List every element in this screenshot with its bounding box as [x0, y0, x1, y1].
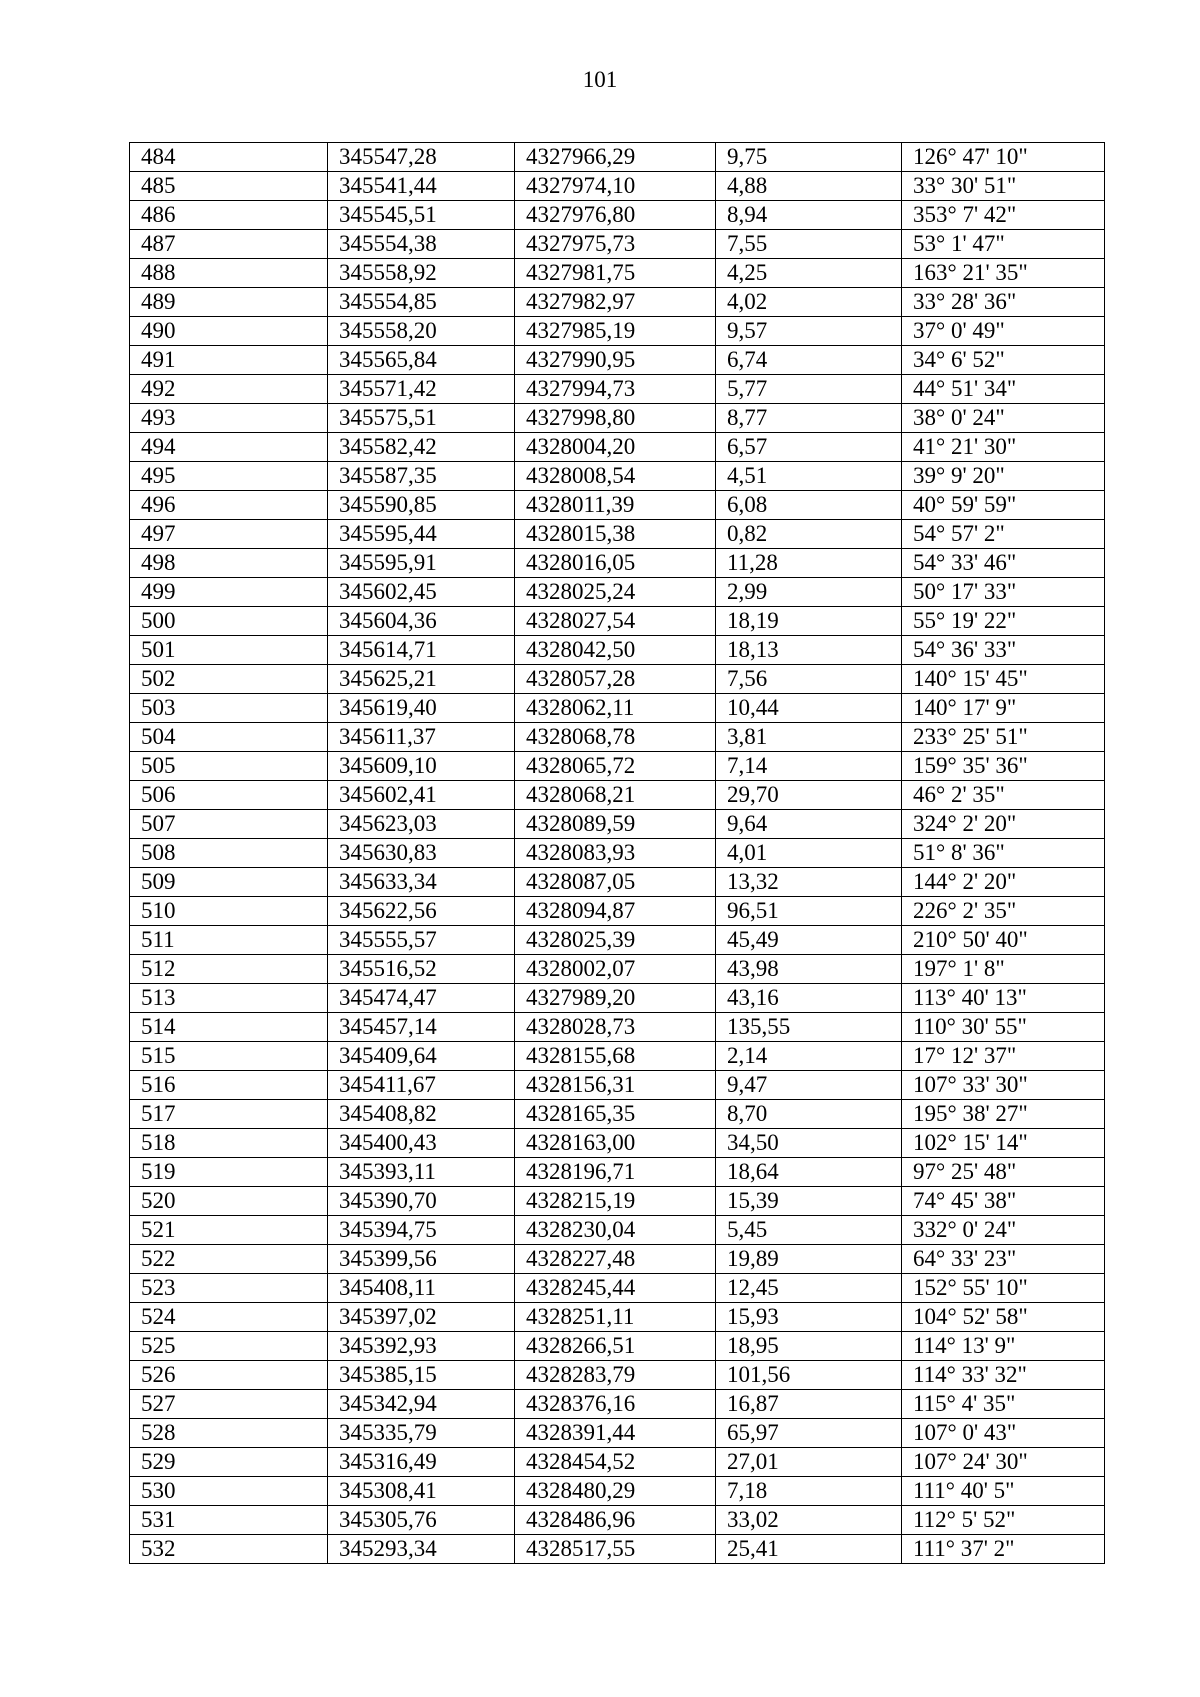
y-coordinate-cell: 4328480,29 [515, 1477, 716, 1506]
bearing-cell: 353° 7' 42" [902, 201, 1105, 230]
distance-cell: 12,45 [716, 1274, 902, 1303]
point-number-cell: 518 [130, 1129, 328, 1158]
table-row [130, 1216, 1105, 1245]
x-coordinate-cell: 345590,85 [328, 491, 515, 520]
point-number-cell: 498 [130, 549, 328, 578]
bearing-cell: 144° 2' 20" [902, 868, 1105, 897]
x-coordinate-cell: 345602,41 [328, 781, 515, 810]
bearing-cell: 332° 0' 24" [902, 1216, 1105, 1245]
distance-cell: 0,82 [716, 520, 902, 549]
table-row [130, 1042, 1105, 1071]
x-coordinate-cell: 345611,37 [328, 723, 515, 752]
y-coordinate-cell: 4328016,05 [515, 549, 716, 578]
x-coordinate-cell: 345399,56 [328, 1245, 515, 1274]
table-row [130, 143, 1105, 172]
y-coordinate-cell: 4328008,54 [515, 462, 716, 491]
distance-cell: 4,51 [716, 462, 902, 491]
bearing-cell: 50° 17' 33" [902, 578, 1105, 607]
x-coordinate-cell: 345582,42 [328, 433, 515, 462]
x-coordinate-cell: 345614,71 [328, 636, 515, 665]
point-number-cell: 523 [130, 1274, 328, 1303]
x-coordinate-cell: 345554,38 [328, 230, 515, 259]
distance-cell: 5,45 [716, 1216, 902, 1245]
y-coordinate-cell: 4328083,93 [515, 839, 716, 868]
y-coordinate-cell: 4327966,29 [515, 143, 716, 172]
bearing-cell: 113° 40' 13" [902, 984, 1105, 1013]
bearing-cell: 74° 45' 38" [902, 1187, 1105, 1216]
distance-cell: 33,02 [716, 1506, 902, 1535]
distance-cell: 8,94 [716, 201, 902, 230]
y-coordinate-cell: 4328004,20 [515, 433, 716, 462]
x-coordinate-cell: 345623,03 [328, 810, 515, 839]
x-coordinate-cell: 345293,34 [328, 1535, 515, 1564]
y-coordinate-cell: 4328196,71 [515, 1158, 716, 1187]
x-coordinate-cell: 345408,11 [328, 1274, 515, 1303]
y-coordinate-cell: 4328015,38 [515, 520, 716, 549]
x-coordinate-cell: 345625,21 [328, 665, 515, 694]
y-coordinate-cell: 4328155,68 [515, 1042, 716, 1071]
distance-cell: 10,44 [716, 694, 902, 723]
y-coordinate-cell: 4328028,73 [515, 1013, 716, 1042]
bearing-cell: 111° 40' 5" [902, 1477, 1105, 1506]
bearing-cell: 210° 50' 40" [902, 926, 1105, 955]
bearing-cell: 163° 21' 35" [902, 259, 1105, 288]
point-number-cell: 507 [130, 810, 328, 839]
y-coordinate-cell: 4328025,24 [515, 578, 716, 607]
x-coordinate-cell: 345587,35 [328, 462, 515, 491]
distance-cell: 18,95 [716, 1332, 902, 1361]
x-coordinate-cell: 345457,14 [328, 1013, 515, 1042]
distance-cell: 7,14 [716, 752, 902, 781]
point-number-cell: 502 [130, 665, 328, 694]
y-coordinate-cell: 4328068,78 [515, 723, 716, 752]
distance-cell: 13,32 [716, 868, 902, 897]
distance-cell: 7,55 [716, 230, 902, 259]
y-coordinate-cell: 4327974,10 [515, 172, 716, 201]
bearing-cell: 195° 38' 27" [902, 1100, 1105, 1129]
y-coordinate-cell: 4327989,20 [515, 984, 716, 1013]
distance-cell: 5,77 [716, 375, 902, 404]
distance-cell: 2,14 [716, 1042, 902, 1071]
y-coordinate-cell: 4328391,44 [515, 1419, 716, 1448]
x-coordinate-cell: 345558,92 [328, 259, 515, 288]
distance-cell: 4,25 [716, 259, 902, 288]
distance-cell: 2,99 [716, 578, 902, 607]
table-row [130, 1477, 1105, 1506]
point-number-cell: 494 [130, 433, 328, 462]
point-number-cell: 489 [130, 288, 328, 317]
x-coordinate-cell: 345575,51 [328, 404, 515, 433]
point-number-cell: 515 [130, 1042, 328, 1071]
table-row [130, 694, 1105, 723]
point-number-cell: 512 [130, 955, 328, 984]
distance-cell: 11,28 [716, 549, 902, 578]
table-row [130, 549, 1105, 578]
point-number-cell: 491 [130, 346, 328, 375]
distance-cell: 4,88 [716, 172, 902, 201]
table-row [130, 839, 1105, 868]
distance-cell: 9,64 [716, 810, 902, 839]
y-coordinate-cell: 4327975,73 [515, 230, 716, 259]
distance-cell: 9,47 [716, 1071, 902, 1100]
distance-cell: 16,87 [716, 1390, 902, 1419]
x-coordinate-cell: 345393,11 [328, 1158, 515, 1187]
bearing-cell: 115° 4' 35" [902, 1390, 1105, 1419]
bearing-cell: 110° 30' 55" [902, 1013, 1105, 1042]
distance-cell: 4,01 [716, 839, 902, 868]
bearing-cell: 39° 9' 20" [902, 462, 1105, 491]
distance-cell: 45,49 [716, 926, 902, 955]
table-row [130, 346, 1105, 375]
table-row [130, 404, 1105, 433]
bearing-cell: 33° 28' 36" [902, 288, 1105, 317]
table-row [130, 868, 1105, 897]
distance-cell: 43,16 [716, 984, 902, 1013]
x-coordinate-cell: 345390,70 [328, 1187, 515, 1216]
x-coordinate-cell: 345474,47 [328, 984, 515, 1013]
y-coordinate-cell: 4328486,96 [515, 1506, 716, 1535]
distance-cell: 29,70 [716, 781, 902, 810]
y-coordinate-cell: 4327994,73 [515, 375, 716, 404]
y-coordinate-cell: 4327982,97 [515, 288, 716, 317]
y-coordinate-cell: 4328094,87 [515, 897, 716, 926]
point-number-cell: 508 [130, 839, 328, 868]
table-row [130, 317, 1105, 346]
distance-cell: 6,08 [716, 491, 902, 520]
distance-cell: 135,55 [716, 1013, 902, 1042]
coordinates-table-body [130, 143, 1105, 1564]
point-number-cell: 485 [130, 172, 328, 201]
x-coordinate-cell: 345604,36 [328, 607, 515, 636]
page-number: 101 [582, 67, 618, 92]
x-coordinate-cell: 345316,49 [328, 1448, 515, 1477]
table-row [130, 1071, 1105, 1100]
point-number-cell: 524 [130, 1303, 328, 1332]
bearing-cell: 126° 47' 10" [902, 143, 1105, 172]
table-row [130, 723, 1105, 752]
bearing-cell: 53° 1' 47" [902, 230, 1105, 259]
x-coordinate-cell: 345554,85 [328, 288, 515, 317]
point-number-cell: 496 [130, 491, 328, 520]
distance-cell: 7,56 [716, 665, 902, 694]
bearing-cell: 37° 0' 49" [902, 317, 1105, 346]
table-row [130, 1274, 1105, 1303]
bearing-cell: 40° 59' 59" [902, 491, 1105, 520]
x-coordinate-cell: 345305,76 [328, 1506, 515, 1535]
bearing-cell: 33° 30' 51" [902, 172, 1105, 201]
x-coordinate-cell: 345622,56 [328, 897, 515, 926]
bearing-cell: 46° 2' 35" [902, 781, 1105, 810]
bearing-cell: 114° 33' 32" [902, 1361, 1105, 1390]
y-coordinate-cell: 4328156,31 [515, 1071, 716, 1100]
distance-cell: 18,19 [716, 607, 902, 636]
x-coordinate-cell: 345342,94 [328, 1390, 515, 1419]
y-coordinate-cell: 4328002,07 [515, 955, 716, 984]
bearing-cell: 54° 57' 2" [902, 520, 1105, 549]
point-number-cell: 497 [130, 520, 328, 549]
bearing-cell: 55° 19' 22" [902, 607, 1105, 636]
table-row [130, 172, 1105, 201]
y-coordinate-cell: 4328165,35 [515, 1100, 716, 1129]
point-number-cell: 506 [130, 781, 328, 810]
x-coordinate-cell: 345541,44 [328, 172, 515, 201]
bearing-cell: 54° 33' 46" [902, 549, 1105, 578]
table-row [130, 752, 1105, 781]
table-row [130, 201, 1105, 230]
point-number-cell: 486 [130, 201, 328, 230]
point-number-cell: 525 [130, 1332, 328, 1361]
table-row [130, 1303, 1105, 1332]
y-coordinate-cell: 4328283,79 [515, 1361, 716, 1390]
y-coordinate-cell: 4328089,59 [515, 810, 716, 839]
bearing-cell: 44° 51' 34" [902, 375, 1105, 404]
point-number-cell: 501 [130, 636, 328, 665]
x-coordinate-cell: 345595,91 [328, 549, 515, 578]
bearing-cell: 97° 25' 48" [902, 1158, 1105, 1187]
coordinates-table [129, 142, 1105, 1564]
y-coordinate-cell: 4328011,39 [515, 491, 716, 520]
x-coordinate-cell: 345547,28 [328, 143, 515, 172]
bearing-cell: 152° 55' 10" [902, 1274, 1105, 1303]
distance-cell: 25,41 [716, 1535, 902, 1564]
distance-cell: 27,01 [716, 1448, 902, 1477]
y-coordinate-cell: 4327998,80 [515, 404, 716, 433]
point-number-cell: 516 [130, 1071, 328, 1100]
table-row [130, 810, 1105, 839]
table-row [130, 1535, 1105, 1564]
x-coordinate-cell: 345633,34 [328, 868, 515, 897]
point-number-cell: 527 [130, 1390, 328, 1419]
distance-cell: 9,75 [716, 143, 902, 172]
x-coordinate-cell: 345409,64 [328, 1042, 515, 1071]
x-coordinate-cell: 345516,52 [328, 955, 515, 984]
x-coordinate-cell: 345308,41 [328, 1477, 515, 1506]
point-number-cell: 504 [130, 723, 328, 752]
bearing-cell: 107° 24' 30" [902, 1448, 1105, 1477]
y-coordinate-cell: 4328454,52 [515, 1448, 716, 1477]
table-row [130, 897, 1105, 926]
table-row [130, 1390, 1105, 1419]
bearing-cell: 111° 37' 2" [902, 1535, 1105, 1564]
bearing-cell: 114° 13' 9" [902, 1332, 1105, 1361]
bearing-cell: 17° 12' 37" [902, 1042, 1105, 1071]
table-row [130, 1361, 1105, 1390]
bearing-cell: 64° 33' 23" [902, 1245, 1105, 1274]
bearing-cell: 107° 33' 30" [902, 1071, 1105, 1100]
distance-cell: 43,98 [716, 955, 902, 984]
bearing-cell: 102° 15' 14" [902, 1129, 1105, 1158]
distance-cell: 15,39 [716, 1187, 902, 1216]
distance-cell: 7,18 [716, 1477, 902, 1506]
bearing-cell: 140° 17' 9" [902, 694, 1105, 723]
x-coordinate-cell: 345545,51 [328, 201, 515, 230]
x-coordinate-cell: 345602,45 [328, 578, 515, 607]
x-coordinate-cell: 345558,20 [328, 317, 515, 346]
x-coordinate-cell: 345619,40 [328, 694, 515, 723]
point-number-cell: 510 [130, 897, 328, 926]
distance-cell: 8,77 [716, 404, 902, 433]
point-number-cell: 532 [130, 1535, 328, 1564]
table-row [130, 1187, 1105, 1216]
table-row [130, 462, 1105, 491]
x-coordinate-cell: 345397,02 [328, 1303, 515, 1332]
table-row [130, 955, 1105, 984]
distance-cell: 19,89 [716, 1245, 902, 1274]
y-coordinate-cell: 4328215,19 [515, 1187, 716, 1216]
table-row [130, 607, 1105, 636]
bearing-cell: 324° 2' 20" [902, 810, 1105, 839]
distance-cell: 15,93 [716, 1303, 902, 1332]
y-coordinate-cell: 4328042,50 [515, 636, 716, 665]
bearing-cell: 34° 6' 52" [902, 346, 1105, 375]
bearing-cell: 51° 8' 36" [902, 839, 1105, 868]
table-row [130, 1100, 1105, 1129]
point-number-cell: 519 [130, 1158, 328, 1187]
point-number-cell: 530 [130, 1477, 328, 1506]
bearing-cell: 197° 1' 8" [902, 955, 1105, 984]
point-number-cell: 484 [130, 143, 328, 172]
table-row [130, 433, 1105, 462]
point-number-cell: 529 [130, 1448, 328, 1477]
point-number-cell: 517 [130, 1100, 328, 1129]
x-coordinate-cell: 345595,44 [328, 520, 515, 549]
table-row [130, 520, 1105, 549]
table-row [130, 288, 1105, 317]
table-row [130, 375, 1105, 404]
distance-cell: 18,13 [716, 636, 902, 665]
y-coordinate-cell: 4328027,54 [515, 607, 716, 636]
point-number-cell: 503 [130, 694, 328, 723]
point-number-cell: 522 [130, 1245, 328, 1274]
y-coordinate-cell: 4327990,95 [515, 346, 716, 375]
table-row [130, 665, 1105, 694]
table-row [130, 1013, 1105, 1042]
bearing-cell: 226° 2' 35" [902, 897, 1105, 926]
x-coordinate-cell: 345571,42 [328, 375, 515, 404]
point-number-cell: 495 [130, 462, 328, 491]
table-row [130, 1506, 1105, 1535]
table-row [130, 1158, 1105, 1187]
distance-cell: 65,97 [716, 1419, 902, 1448]
y-coordinate-cell: 4328062,11 [515, 694, 716, 723]
bearing-cell: 112° 5' 52" [902, 1506, 1105, 1535]
x-coordinate-cell: 345335,79 [328, 1419, 515, 1448]
table-row [130, 1245, 1105, 1274]
bearing-cell: 54° 36' 33" [902, 636, 1105, 665]
table-row [130, 1129, 1105, 1158]
y-coordinate-cell: 4328251,11 [515, 1303, 716, 1332]
y-coordinate-cell: 4328163,00 [515, 1129, 716, 1158]
table-row [130, 636, 1105, 665]
x-coordinate-cell: 345392,93 [328, 1332, 515, 1361]
y-coordinate-cell: 4328057,28 [515, 665, 716, 694]
x-coordinate-cell: 345385,15 [328, 1361, 515, 1390]
distance-cell: 96,51 [716, 897, 902, 926]
point-number-cell: 526 [130, 1361, 328, 1390]
y-coordinate-cell: 4328245,44 [515, 1274, 716, 1303]
y-coordinate-cell: 4327985,19 [515, 317, 716, 346]
y-coordinate-cell: 4328517,55 [515, 1535, 716, 1564]
y-coordinate-cell: 4328025,39 [515, 926, 716, 955]
x-coordinate-cell: 345630,83 [328, 839, 515, 868]
table-row [130, 578, 1105, 607]
table-row [130, 491, 1105, 520]
point-number-cell: 490 [130, 317, 328, 346]
table-row [130, 230, 1105, 259]
y-coordinate-cell: 4327976,80 [515, 201, 716, 230]
distance-cell: 4,02 [716, 288, 902, 317]
distance-cell: 3,81 [716, 723, 902, 752]
point-number-cell: 528 [130, 1419, 328, 1448]
table-row [130, 926, 1105, 955]
bearing-cell: 140° 15' 45" [902, 665, 1105, 694]
point-number-cell: 488 [130, 259, 328, 288]
distance-cell: 34,50 [716, 1129, 902, 1158]
point-number-cell: 531 [130, 1506, 328, 1535]
y-coordinate-cell: 4328065,72 [515, 752, 716, 781]
y-coordinate-cell: 4327981,75 [515, 259, 716, 288]
bearing-cell: 107° 0' 43" [902, 1419, 1105, 1448]
distance-cell: 18,64 [716, 1158, 902, 1187]
table-row [130, 1332, 1105, 1361]
point-number-cell: 505 [130, 752, 328, 781]
x-coordinate-cell: 345408,82 [328, 1100, 515, 1129]
y-coordinate-cell: 4328376,16 [515, 1390, 716, 1419]
point-number-cell: 499 [130, 578, 328, 607]
point-number-cell: 487 [130, 230, 328, 259]
table-row [130, 1448, 1105, 1477]
x-coordinate-cell: 345609,10 [328, 752, 515, 781]
table-row [130, 259, 1105, 288]
y-coordinate-cell: 4328068,21 [515, 781, 716, 810]
y-coordinate-cell: 4328087,05 [515, 868, 716, 897]
point-number-cell: 500 [130, 607, 328, 636]
bearing-cell: 159° 35' 36" [902, 752, 1105, 781]
y-coordinate-cell: 4328266,51 [515, 1332, 716, 1361]
distance-cell: 101,56 [716, 1361, 902, 1390]
y-coordinate-cell: 4328227,48 [515, 1245, 716, 1274]
bearing-cell: 41° 21' 30" [902, 433, 1105, 462]
table-row [130, 984, 1105, 1013]
distance-cell: 8,70 [716, 1100, 902, 1129]
table-row [130, 781, 1105, 810]
point-number-cell: 509 [130, 868, 328, 897]
point-number-cell: 514 [130, 1013, 328, 1042]
x-coordinate-cell: 345555,57 [328, 926, 515, 955]
x-coordinate-cell: 345400,43 [328, 1129, 515, 1158]
point-number-cell: 511 [130, 926, 328, 955]
x-coordinate-cell: 345411,67 [328, 1071, 515, 1100]
y-coordinate-cell: 4328230,04 [515, 1216, 716, 1245]
bearing-cell: 104° 52' 58" [902, 1303, 1105, 1332]
bearing-cell: 38° 0' 24" [902, 404, 1105, 433]
point-number-cell: 492 [130, 375, 328, 404]
point-number-cell: 493 [130, 404, 328, 433]
table-row [130, 1419, 1105, 1448]
point-number-cell: 513 [130, 984, 328, 1013]
x-coordinate-cell: 345565,84 [328, 346, 515, 375]
bearing-cell: 233° 25' 51" [902, 723, 1105, 752]
point-number-cell: 521 [130, 1216, 328, 1245]
x-coordinate-cell: 345394,75 [328, 1216, 515, 1245]
distance-cell: 6,57 [716, 433, 902, 462]
distance-cell: 6,74 [716, 346, 902, 375]
distance-cell: 9,57 [716, 317, 902, 346]
point-number-cell: 520 [130, 1187, 328, 1216]
